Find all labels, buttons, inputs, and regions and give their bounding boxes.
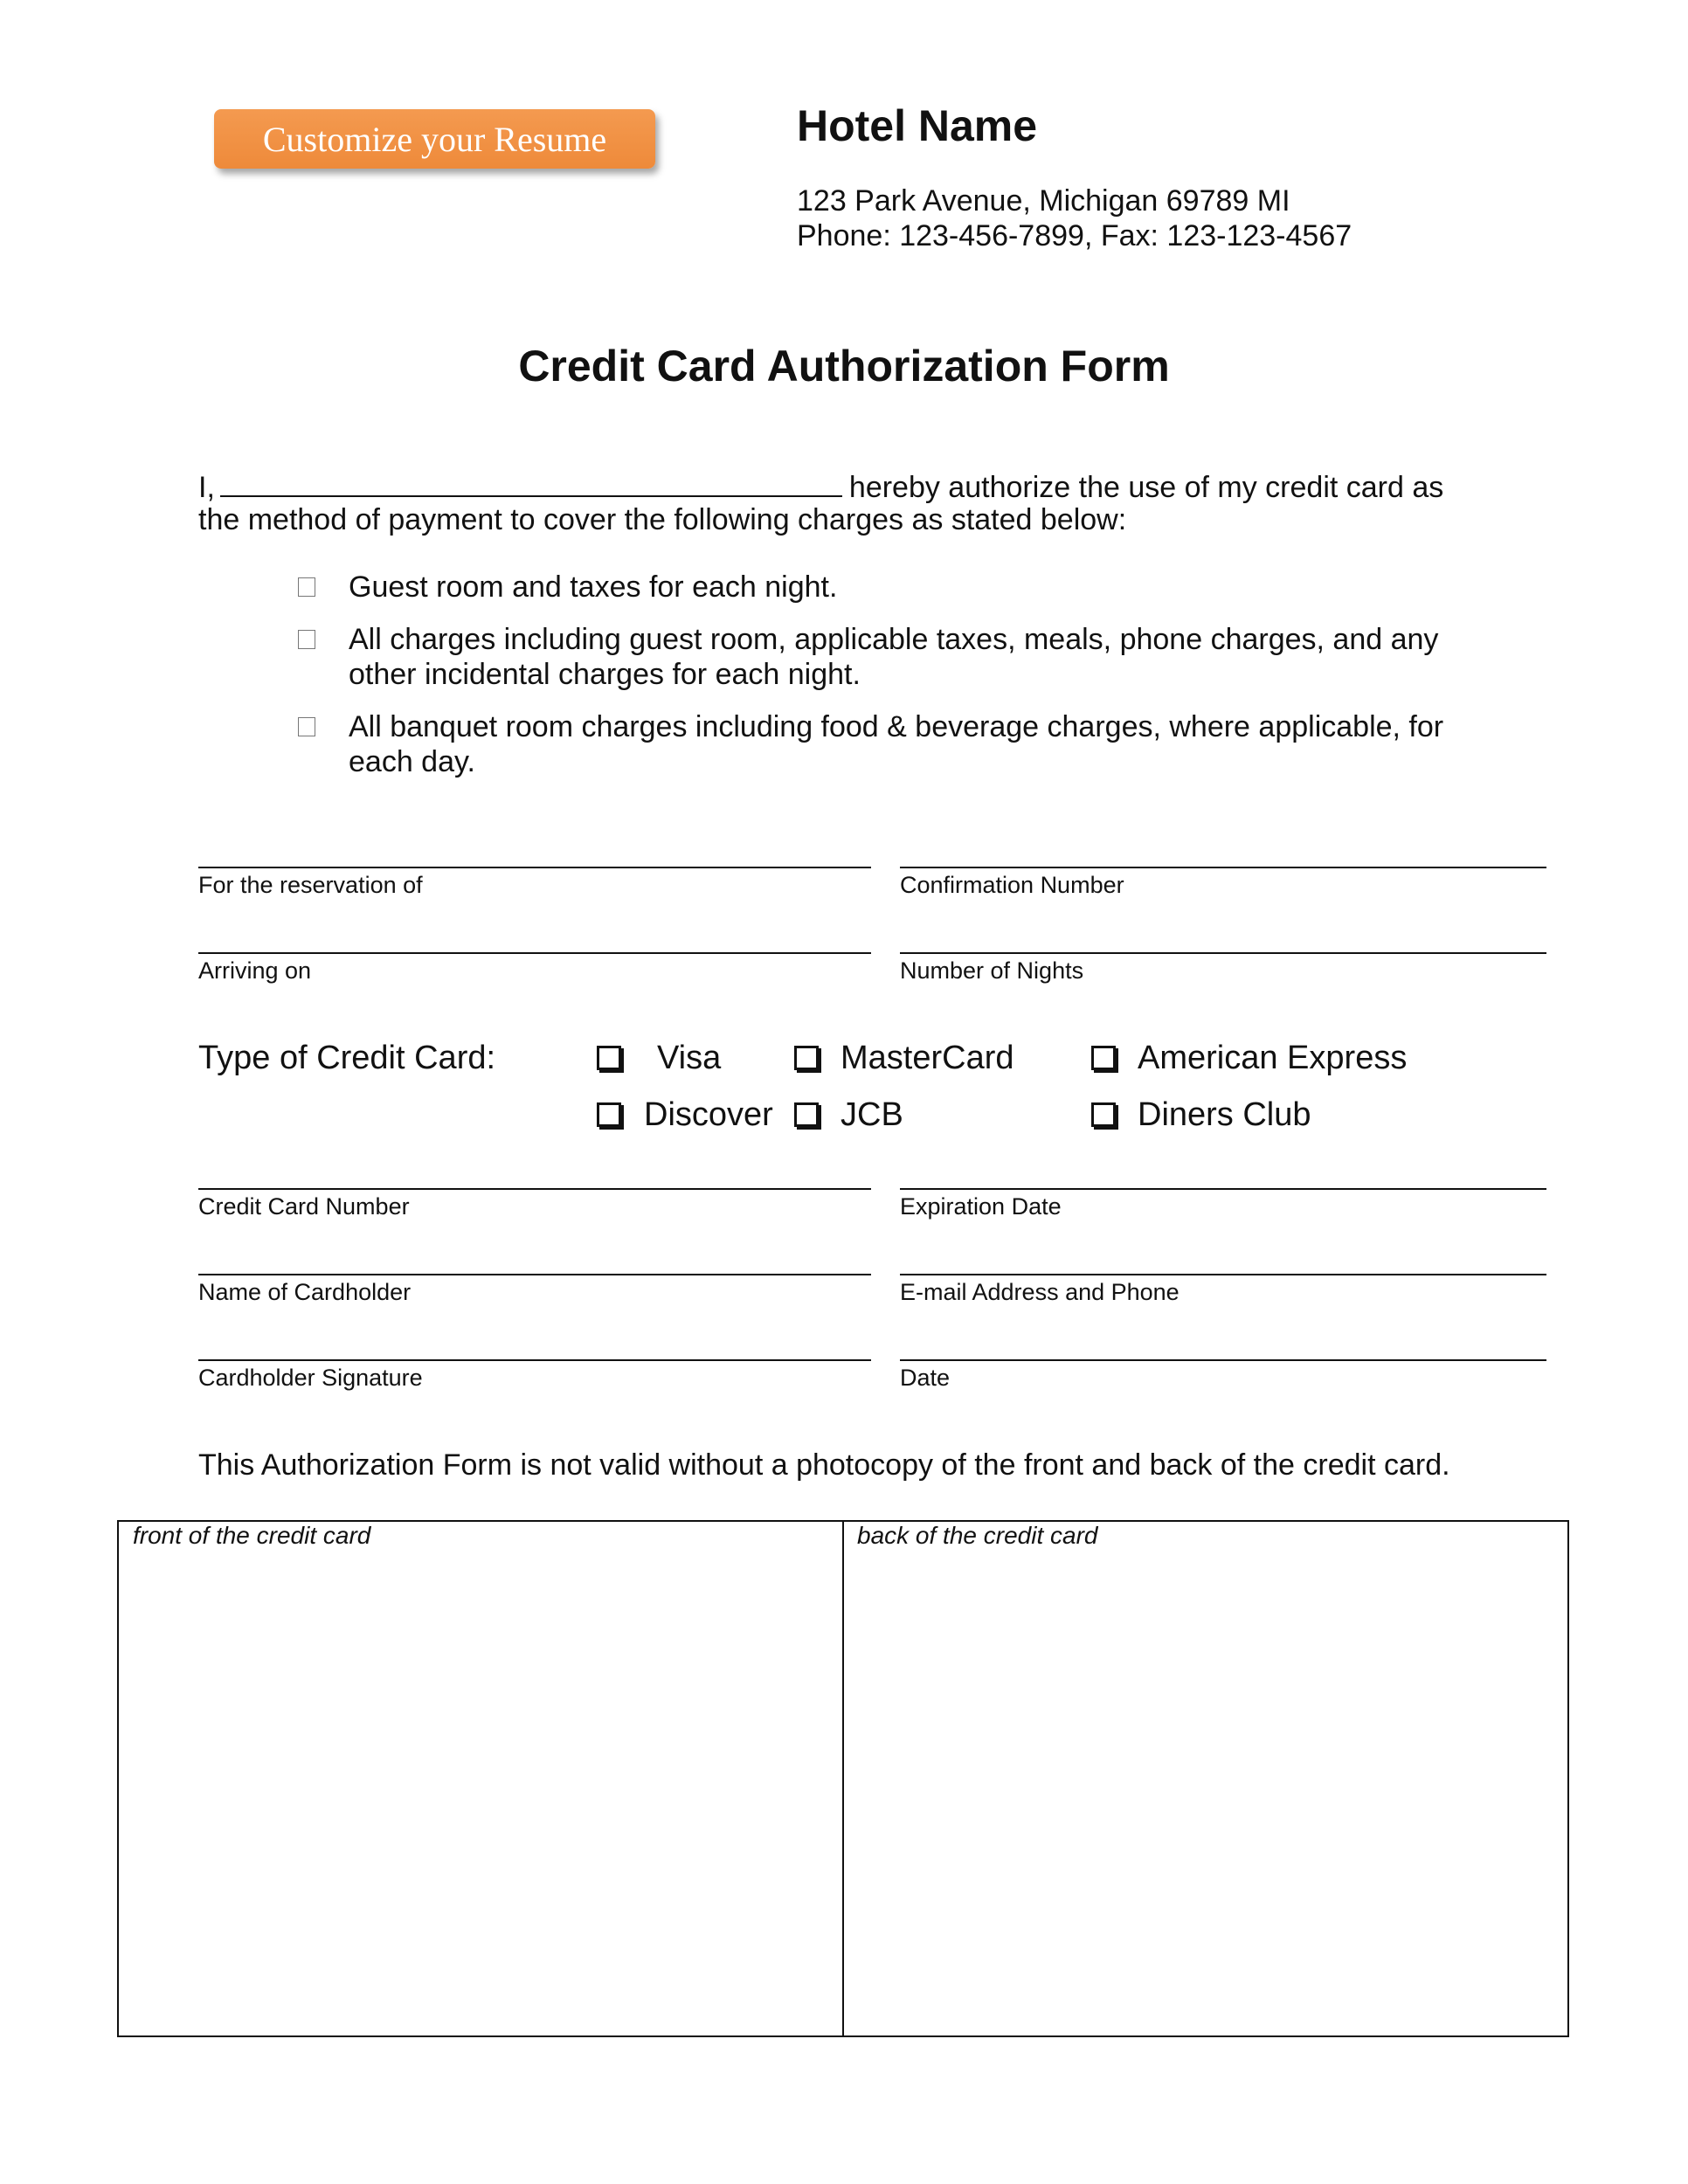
date-label: Date [900, 1365, 951, 1391]
confirmation-number-field[interactable] [900, 867, 1546, 868]
card-table-divider [842, 1520, 844, 2037]
hotel-name: Hotel Name [797, 101, 1038, 150]
expiration-date-field[interactable] [900, 1188, 1546, 1190]
charge-all-incidental-label-2: other incidental charges for each night. [349, 658, 861, 691]
authorization-statement [198, 467, 1443, 505]
cardholder-signature-label: Cardholder Signature [198, 1365, 423, 1391]
jcb-checkbox[interactable] [794, 1102, 819, 1127]
charge-banquet-label-1: All banquet room charges including food & beverage charges, where applicable, for [349, 710, 1444, 743]
mastercard-label: MasterCard [841, 1040, 1014, 1076]
discover-label: Discover [644, 1096, 773, 1133]
amex-label: American Express [1138, 1040, 1408, 1076]
number-of-nights-label: Number of Nights [900, 957, 1084, 984]
cardholder-signature-field[interactable] [198, 1359, 871, 1361]
hotel-phone-fax: Phone: 123-456-7899, Fax: 123-123-4567 [797, 219, 1352, 252]
intro-prefix: I, [198, 471, 215, 504]
intro-suffix: hereby authorize the use of my credit card as [848, 471, 1444, 504]
discover-checkbox[interactable] [597, 1102, 621, 1127]
number-of-nights-field[interactable] [900, 952, 1546, 954]
form-title: Credit Card Authorization Form [518, 342, 1170, 390]
charge-all-incidental-checkbox[interactable] [298, 630, 315, 649]
diners-club-label: Diners Club [1138, 1096, 1311, 1133]
charge-banquet-label-2: each day. [349, 745, 475, 778]
visa-checkbox[interactable] [597, 1046, 621, 1070]
charge-banquet-checkbox[interactable] [298, 717, 315, 736]
date-field[interactable] [900, 1359, 1546, 1361]
charge-room-taxes-label: Guest room and taxes for each night. [349, 570, 838, 604]
card-number-label: Credit Card Number [198, 1193, 410, 1220]
confirmation-number-label: Confirmation Number [900, 872, 1124, 898]
card-type-label: Type of Credit Card: [198, 1040, 496, 1076]
photocopy-note: This Authorization Form is not valid without a photocopy of the front and back of the credit card. [198, 1448, 1450, 1482]
hotel-address: 123 Park Avenue, Michigan 69789 MI [797, 184, 1290, 218]
visa-label: Visa [657, 1040, 722, 1076]
authorizer-name-field[interactable] [220, 467, 842, 497]
reservation-of-field[interactable] [198, 867, 871, 868]
diners-club-checkbox[interactable] [1091, 1102, 1116, 1127]
front-of-card-caption: front of the credit card [133, 1522, 371, 1549]
intro-line-2: the method of payment to cover the following charges as stated below: [198, 503, 1127, 536]
card-number-field[interactable] [198, 1188, 871, 1190]
expiration-date-label: Expiration Date [900, 1193, 1062, 1220]
jcb-label: JCB [841, 1096, 903, 1133]
arriving-on-label: Arriving on [198, 957, 312, 984]
customize-resume-button[interactable]: Customize your Resume [214, 109, 655, 169]
cardholder-name-label: Name of Cardholder [198, 1279, 412, 1305]
email-phone-label: E-mail Address and Phone [900, 1279, 1180, 1305]
reservation-of-label: For the reservation of [198, 872, 423, 898]
back-of-card-caption: back of the credit card [857, 1522, 1098, 1549]
cardholder-name-field[interactable] [198, 1274, 871, 1275]
charge-room-taxes-checkbox[interactable] [298, 577, 315, 597]
charge-all-incidental-label-1: All charges including guest room, applicable taxes, meals, phone charges, and any [349, 623, 1439, 656]
email-phone-field[interactable] [900, 1274, 1546, 1275]
arriving-on-field[interactable] [198, 952, 871, 954]
amex-checkbox[interactable] [1091, 1046, 1116, 1070]
mastercard-checkbox[interactable] [794, 1046, 819, 1070]
